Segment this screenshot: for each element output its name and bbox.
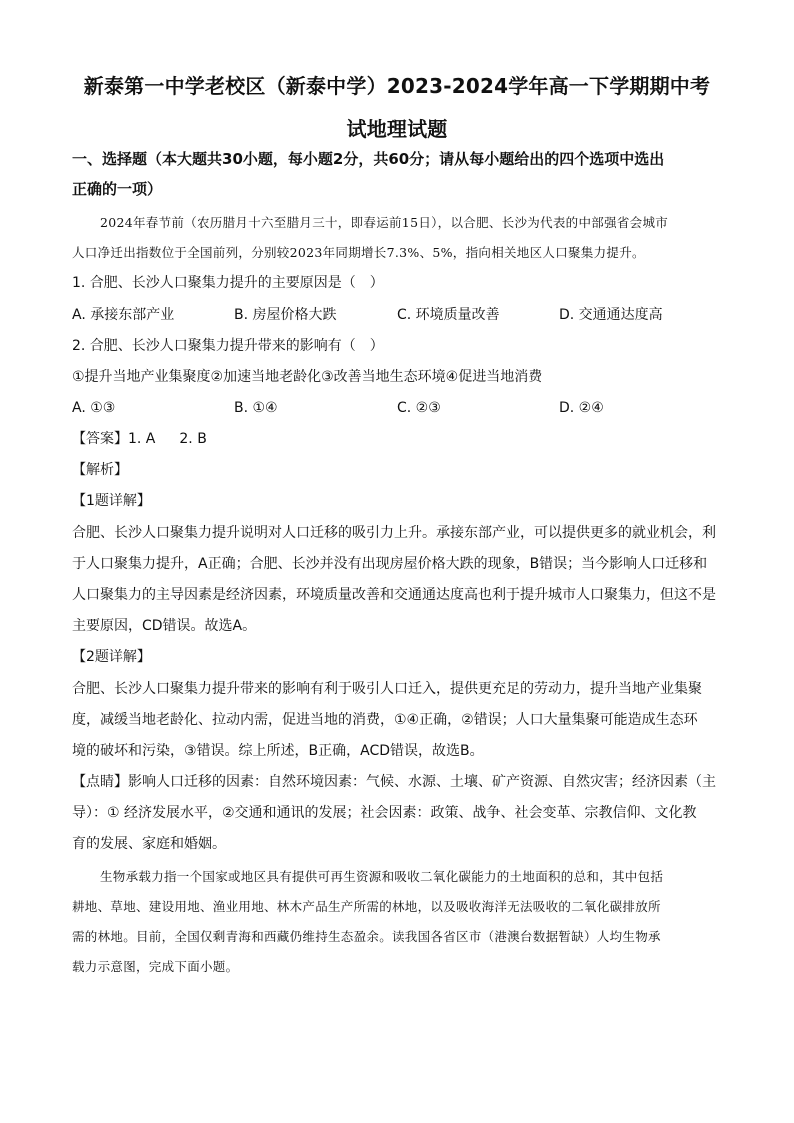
q2-detail-tag: 【2题详解】 — [72, 649, 151, 665]
q1-detail-tag: 【1题详解】 — [72, 493, 151, 509]
q1-detail-line-4: 主要原因，CD错误。故选A。 — [72, 618, 257, 634]
passage-2-line-3: 需的林地。目前，全国仅剩青海和西藏仍维持生态盈余。读我国各省区市（港澳台数据暂缺）人均生物承 — [72, 929, 661, 944]
q1-option-c: C. 环境质量改善 — [397, 307, 500, 323]
q2-option-c: C. ②③ — [397, 400, 441, 416]
question-1-stem: 1. 合肥、长沙人口聚集力提升的主要原因是（ ） — [72, 275, 384, 291]
tip-line-3: 育的发展、家庭和婚姻。 — [72, 836, 226, 852]
q1-detail-line-3: 人口聚集力的主导因素是经济因素，环境质量改善和交通通达度高也利于提升城市人口聚集力，但这不是 — [72, 587, 716, 603]
answer-line — [72, 428, 732, 450]
question-2-stem: 2. 合肥、长沙人口聚集力提升带来的影响有（ ） — [72, 338, 384, 354]
analysis-tag: 【解析】 — [72, 462, 128, 478]
passage-2-line-2: 耕地、草地、建设用地、渔业用地、林木产品生产所需的林地，以及吸收海洋无法吸收的二氧化碳排放所 — [72, 899, 661, 914]
answer-1: 1. A — [128, 431, 156, 447]
q2-detail-line-3: 境的破坏和污染，③错误。综上所述，B正确，ACD错误，故选B。 — [72, 743, 484, 759]
answer-tag: 【答案】 — [72, 431, 128, 447]
tip-line-2: 导）：① 经济发展水平，②交通和通讯的发展；社会因素：政策、战争、社会变革、宗教信仰、文化教 — [72, 805, 697, 821]
passage-1-line-1: 2024年春节前（农历腊月十六至腊月三十，即春运前15日），以合肥、长沙为代表的中部强省会城市 — [100, 215, 669, 230]
tip-line-1 — [72, 771, 732, 793]
q2-option-b: B. ①④ — [234, 400, 278, 416]
exam-title-line-1: 新泰第一中学老校区（新泰中学）2023-2024学年高一下学期期中考 — [83, 74, 711, 98]
tip-tag: 【点睛】 — [72, 774, 128, 790]
passage-2-line-4: 载力示意图，完成下面小题。 — [72, 959, 239, 974]
q1-option-d: D. 交通通达度高 — [559, 307, 663, 323]
section-heading-line-2: 正确的一项） — [72, 180, 163, 198]
tip-text-1: 影响人口迁移的因素：自然环境因素：气候、水源、土壤、矿产资源、自然灾害；经济因素（主 — [128, 774, 716, 790]
answer-2: 2. B — [179, 431, 207, 447]
q1-detail-line-1: 合肥、长沙人口聚集力提升说明对人口迁移的吸引力上升。承接东部产业，可以提供更多的就业机会，利 — [72, 525, 716, 541]
q2-detail-line-1: 合肥、长沙人口聚集力提升带来的影响有利于吸引人口迁入，提供更充足的劳动力，提升当地产业集聚 — [72, 681, 702, 697]
exam-title-line-2: 试地理试题 — [346, 117, 448, 141]
passage-2-line-1: 生物承载力指一个国家或地区具有提供可再生资源和吸收二氧化碳能力的土地面积的总和，其中包括 — [100, 869, 664, 884]
passage-1-line-2: 人口净迁出指数位于全国前列，分别较2023年同期增长7.3%、5%，指向相关地区人口聚集力提升。 — [72, 245, 645, 260]
section-heading-line-1: 一、选择题（本大题共30小题，每小题2分，共60分；请从每小题给出的四个选项中选出 — [72, 150, 665, 168]
q2-option-a: A. ①③ — [72, 400, 116, 416]
q2-option-d: D. ②④ — [559, 400, 604, 416]
q1-option-a: A. 承接东部产业 — [72, 307, 175, 323]
q1-option-b: B. 房屋价格大跌 — [234, 307, 337, 323]
q2-detail-line-2: 度，减缓当地老龄化、拉动内需，促进当地的消费，①④正确，②错误；人口大量集聚可能造成生态环 — [72, 712, 698, 728]
question-2-statements: ①提升当地产业集聚度②加速当地老龄化③改善当地生态环境④促进当地消费 — [72, 369, 543, 385]
q1-detail-line-2: 于人口聚集力提升，A正确；合肥、长沙并没有出现房屋价格大跌的现象，B错误；当今影响人口迁移和 — [72, 556, 708, 572]
